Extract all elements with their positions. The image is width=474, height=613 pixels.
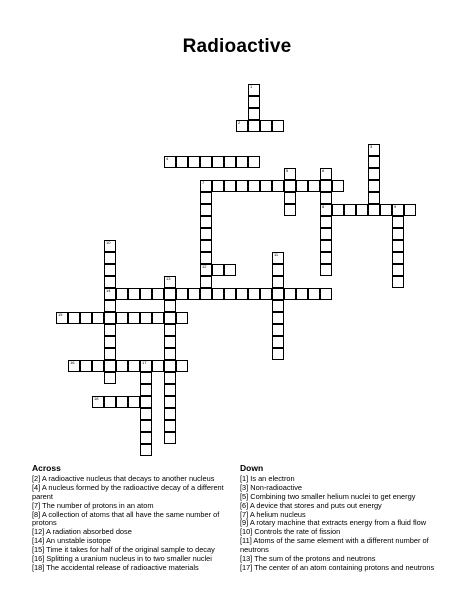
grid-cell[interactable] bbox=[140, 312, 152, 324]
grid-cell[interactable] bbox=[236, 156, 248, 168]
grid-cell[interactable] bbox=[320, 216, 332, 228]
down-clue: [5] Combining two smaller helium nuclei to get energy bbox=[240, 491, 416, 501]
grid-cell[interactable] bbox=[104, 240, 116, 252]
grid-cell[interactable] bbox=[176, 312, 188, 324]
grid-cell[interactable] bbox=[200, 288, 212, 300]
grid-cell[interactable] bbox=[308, 180, 320, 192]
grid-cell[interactable] bbox=[248, 84, 260, 96]
across-clue: [18] The accidental release of radioactive materials bbox=[32, 562, 199, 572]
grid-cell[interactable] bbox=[164, 324, 176, 336]
grid-cell[interactable] bbox=[368, 204, 380, 216]
grid-cell[interactable] bbox=[92, 360, 104, 372]
grid-cell[interactable] bbox=[248, 108, 260, 120]
across-clue: [12] A radiation absorbed dose bbox=[32, 527, 132, 537]
grid-cell[interactable] bbox=[200, 252, 212, 264]
across-clue: [16] Splitting a uranium nucleus in to two smaller nuclei bbox=[32, 554, 212, 564]
down-clue: [3] Non-radioactive bbox=[240, 482, 303, 492]
grid-cell[interactable] bbox=[284, 192, 296, 204]
clue-number: 4 bbox=[166, 156, 169, 161]
grid-cell[interactable] bbox=[164, 396, 176, 408]
grid-cell[interactable] bbox=[188, 288, 200, 300]
grid-cell[interactable] bbox=[368, 156, 380, 168]
grid-cell[interactable] bbox=[248, 96, 260, 108]
grid-cell[interactable] bbox=[140, 288, 152, 300]
grid-cell[interactable] bbox=[200, 240, 212, 252]
grid-cell[interactable] bbox=[260, 120, 272, 132]
across-clue: [14] An unstable isotope bbox=[32, 536, 111, 546]
clue-number: 7 bbox=[202, 180, 205, 185]
grid-cell[interactable] bbox=[200, 192, 212, 204]
grid-cell[interactable] bbox=[272, 324, 284, 336]
grid-cell[interactable] bbox=[104, 336, 116, 348]
grid-cell[interactable] bbox=[332, 204, 344, 216]
grid-cell[interactable] bbox=[140, 360, 152, 372]
across-heading: Across bbox=[32, 463, 61, 473]
grid-cell[interactable] bbox=[116, 288, 128, 300]
grid-cell[interactable] bbox=[236, 120, 248, 132]
grid-cell[interactable] bbox=[320, 240, 332, 252]
grid-cell[interactable] bbox=[320, 252, 332, 264]
grid-cell[interactable] bbox=[248, 120, 260, 132]
grid-cell[interactable] bbox=[164, 312, 176, 324]
grid-cell[interactable] bbox=[296, 180, 308, 192]
grid-cell[interactable] bbox=[152, 360, 164, 372]
puzzle-title: Radioactive bbox=[182, 36, 292, 57]
grid-cell[interactable] bbox=[140, 384, 152, 396]
grid-cell[interactable] bbox=[92, 312, 104, 324]
grid-cell[interactable] bbox=[308, 288, 320, 300]
grid-cell[interactable] bbox=[260, 180, 272, 192]
grid-cell[interactable] bbox=[140, 408, 152, 420]
grid-cell[interactable] bbox=[164, 420, 176, 432]
grid-cell[interactable] bbox=[332, 180, 344, 192]
grid-cell[interactable] bbox=[392, 252, 404, 264]
grid-cell[interactable] bbox=[68, 360, 80, 372]
grid-cell[interactable] bbox=[212, 156, 224, 168]
grid-cell[interactable] bbox=[80, 312, 92, 324]
across-clue: [15] Time it takes for half of the original sample to decay bbox=[32, 545, 215, 555]
grid-cell[interactable] bbox=[212, 264, 224, 276]
down-clue: [1] Is an electron bbox=[240, 473, 295, 483]
grid-cell[interactable] bbox=[104, 324, 116, 336]
grid-cell[interactable] bbox=[320, 204, 332, 216]
down-clue: [13] The sum of the protons and neutrons bbox=[240, 554, 376, 564]
grid-cell[interactable] bbox=[248, 156, 260, 168]
grid-cell[interactable] bbox=[272, 264, 284, 276]
grid-cell[interactable] bbox=[176, 288, 188, 300]
grid-cell[interactable] bbox=[320, 180, 332, 192]
grid-cell[interactable] bbox=[320, 228, 332, 240]
grid-cell[interactable] bbox=[176, 360, 188, 372]
clue-number: 18 bbox=[94, 396, 99, 401]
grid-cell[interactable] bbox=[92, 396, 104, 408]
grid-cell[interactable] bbox=[104, 312, 116, 324]
grid-cell[interactable] bbox=[104, 276, 116, 288]
across-clue: [8] A collection of atoms that all have the same number of protons bbox=[32, 509, 220, 528]
grid-cell[interactable] bbox=[164, 288, 176, 300]
grid-cell[interactable] bbox=[80, 360, 92, 372]
grid-cell[interactable] bbox=[200, 276, 212, 288]
grid-cell[interactable] bbox=[116, 360, 128, 372]
grid-cell[interactable] bbox=[164, 348, 176, 360]
grid-cell[interactable] bbox=[116, 396, 128, 408]
grid-cell[interactable] bbox=[164, 300, 176, 312]
grid-cell[interactable] bbox=[104, 396, 116, 408]
grid-cell[interactable] bbox=[140, 372, 152, 384]
clue-number: 15 bbox=[58, 312, 63, 317]
grid-cell[interactable] bbox=[272, 120, 284, 132]
grid-cell[interactable] bbox=[140, 396, 152, 408]
grid-cell[interactable] bbox=[140, 432, 152, 444]
grid-cell[interactable] bbox=[104, 360, 116, 372]
grid-cell[interactable] bbox=[152, 312, 164, 324]
grid-cell[interactable] bbox=[272, 348, 284, 360]
grid-cell[interactable] bbox=[164, 408, 176, 420]
clue-number: 2 bbox=[238, 120, 241, 125]
down-heading: Down bbox=[240, 463, 264, 473]
down-clue: [9] A rotary machine that extracts energy from a fluid flow bbox=[240, 518, 427, 528]
grid-cell[interactable] bbox=[104, 252, 116, 264]
grid-cell[interactable] bbox=[200, 156, 212, 168]
clue-number: 9 bbox=[394, 204, 397, 209]
grid-cell[interactable] bbox=[152, 288, 164, 300]
grid-cell[interactable] bbox=[404, 204, 416, 216]
grid-cell[interactable] bbox=[128, 396, 140, 408]
grid-cell[interactable] bbox=[104, 372, 116, 384]
down-clue: [7] A helium nucleus bbox=[240, 509, 306, 519]
grid-cell[interactable] bbox=[284, 168, 296, 180]
grid-cell[interactable] bbox=[224, 288, 236, 300]
grid-cell[interactable] bbox=[392, 204, 404, 216]
grid-cell[interactable] bbox=[368, 168, 380, 180]
grid-cell[interactable] bbox=[104, 264, 116, 276]
grid-cell[interactable] bbox=[344, 204, 356, 216]
down-clue: [10] Controls the rate of fission bbox=[240, 527, 341, 537]
grid-cell[interactable] bbox=[140, 444, 152, 456]
clue-number: 13 bbox=[166, 276, 171, 281]
grid-cell[interactable] bbox=[368, 144, 380, 156]
grid-cell[interactable] bbox=[164, 336, 176, 348]
clue-number: 6 bbox=[322, 168, 325, 173]
grid-cell[interactable] bbox=[140, 420, 152, 432]
down-clue: [6] A device that stores and puts out energy bbox=[240, 500, 382, 510]
down-clues bbox=[240, 464, 442, 573]
grid-cell[interactable] bbox=[392, 240, 404, 252]
clue-number: 5 bbox=[286, 168, 289, 173]
grid-cell[interactable] bbox=[296, 288, 308, 300]
grid-cell[interactable] bbox=[260, 288, 272, 300]
clue-number: 3 bbox=[370, 144, 373, 149]
grid-cell[interactable] bbox=[320, 168, 332, 180]
grid-cell[interactable] bbox=[164, 384, 176, 396]
grid-cell[interactable] bbox=[248, 180, 260, 192]
grid-cell[interactable] bbox=[284, 204, 296, 216]
grid-cell[interactable] bbox=[284, 288, 296, 300]
grid-cell[interactable] bbox=[56, 312, 68, 324]
grid-cell[interactable] bbox=[236, 288, 248, 300]
clue-number: 16 bbox=[70, 360, 75, 365]
down-clue: [11] Atoms of the same element with a different number of neutrons bbox=[240, 536, 429, 555]
grid-cell[interactable] bbox=[164, 360, 176, 372]
clue-number: 11 bbox=[274, 252, 279, 257]
grid-cell[interactable] bbox=[164, 156, 176, 168]
grid-cell[interactable] bbox=[392, 276, 404, 288]
grid-cell[interactable] bbox=[392, 264, 404, 276]
grid-cell[interactable] bbox=[104, 300, 116, 312]
grid-cell[interactable] bbox=[320, 192, 332, 204]
grid-cell[interactable] bbox=[356, 204, 368, 216]
clue-number: 10 bbox=[106, 240, 111, 245]
grid-cell[interactable] bbox=[128, 288, 140, 300]
grid-cell[interactable] bbox=[272, 288, 284, 300]
grid-cell[interactable] bbox=[164, 372, 176, 384]
clue-number: 17 bbox=[142, 360, 147, 365]
grid-cell[interactable] bbox=[284, 180, 296, 192]
grid-cell[interactable] bbox=[128, 360, 140, 372]
grid-cell[interactable] bbox=[104, 288, 116, 300]
grid-cell[interactable] bbox=[104, 348, 116, 360]
grid-cell[interactable] bbox=[200, 264, 212, 276]
clue-number: 1 bbox=[250, 84, 253, 89]
grid-cell[interactable] bbox=[200, 216, 212, 228]
grid-cell[interactable] bbox=[176, 156, 188, 168]
across-clue: [4] A nucleus formed by the radioactive decay of a different parent bbox=[32, 482, 224, 501]
grid-cell[interactable] bbox=[320, 264, 332, 276]
grid-cell[interactable] bbox=[164, 276, 176, 288]
clue-number: 12 bbox=[202, 264, 207, 269]
down-clue: [17] The center of an atom containing protons and neutrons bbox=[240, 562, 435, 572]
grid-cell[interactable] bbox=[164, 432, 176, 444]
clue-number: 8 bbox=[322, 204, 325, 209]
grid-cell[interactable] bbox=[272, 312, 284, 324]
grid-cell[interactable] bbox=[272, 180, 284, 192]
grid-cell[interactable] bbox=[224, 180, 236, 192]
grid-cell[interactable] bbox=[200, 204, 212, 216]
grid-cell[interactable] bbox=[116, 312, 128, 324]
grid-cell[interactable] bbox=[380, 204, 392, 216]
grid-cell[interactable] bbox=[68, 312, 80, 324]
grid-cell[interactable] bbox=[392, 216, 404, 228]
grid-cell[interactable] bbox=[368, 192, 380, 204]
grid-cell[interactable] bbox=[212, 288, 224, 300]
grid-cell[interactable] bbox=[212, 180, 224, 192]
grid-cell[interactable] bbox=[272, 336, 284, 348]
grid-cell[interactable] bbox=[272, 300, 284, 312]
clue-number: 14 bbox=[106, 288, 111, 293]
grid-cell[interactable] bbox=[272, 276, 284, 288]
grid-cell[interactable] bbox=[128, 312, 140, 324]
grid-cell[interactable] bbox=[272, 252, 284, 264]
grid-cell[interactable] bbox=[236, 180, 248, 192]
across-clue: [2] A radioactive nucleus that decays to another nucleus bbox=[32, 473, 215, 483]
grid-cell[interactable] bbox=[200, 180, 212, 192]
grid-cell[interactable] bbox=[248, 288, 260, 300]
grid-cell[interactable] bbox=[188, 156, 200, 168]
grid-cell[interactable] bbox=[368, 180, 380, 192]
grid-cell[interactable] bbox=[224, 156, 236, 168]
grid-cell[interactable] bbox=[320, 288, 332, 300]
grid-cell[interactable] bbox=[200, 228, 212, 240]
across-clues bbox=[32, 464, 228, 573]
grid-cell[interactable] bbox=[392, 228, 404, 240]
across-clue: [7] The number of protons in an atom bbox=[32, 500, 154, 510]
grid-cell[interactable] bbox=[224, 264, 236, 276]
